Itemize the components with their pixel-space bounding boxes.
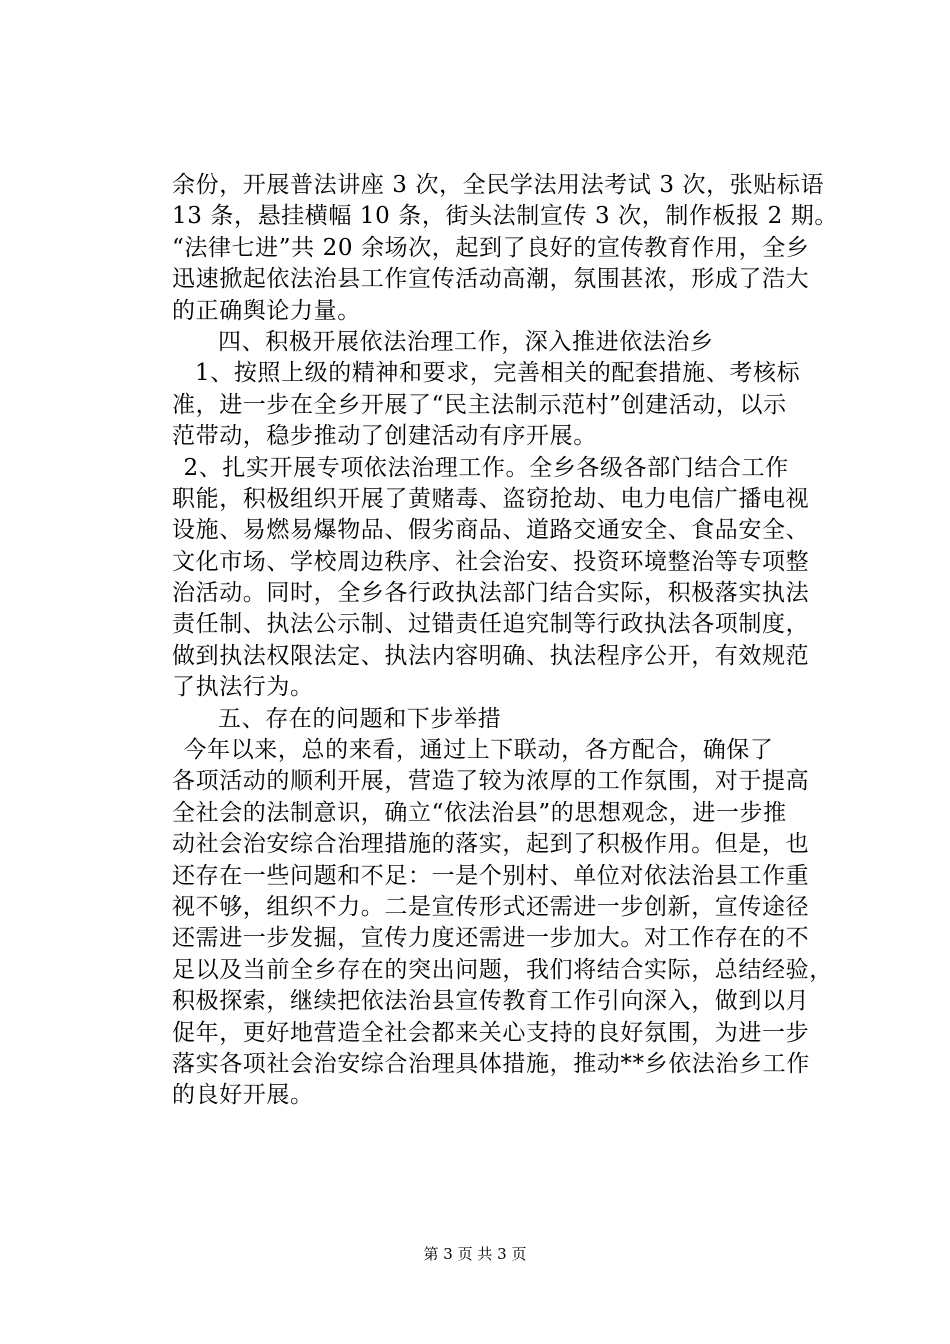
text-line: 动社会治安综合治理措施的落实，起到了积极作用。但是，也 [172, 831, 810, 858]
text-line: 1、按照上级的精神和要求，完善相关的配套措施、考核标 [195, 360, 801, 387]
text-line: 足以及当前全乡存在的突出问题，我们将结合实际，总结经验， [172, 956, 833, 983]
text-line: 准，进一步在全乡开展了“民主法制示范村”创建活动，以示 [172, 391, 787, 418]
section-heading: 五、存在的问题和下步举措 [218, 705, 502, 732]
text-line: 设施、易燃易爆物品、假劣商品、道路交通安全、食品安全、 [172, 517, 810, 544]
document-body [172, 170, 862, 1112]
text-line: 今年以来，总的来看，通过上下联动，各方配合，确保了 [183, 737, 774, 764]
text-line: 治活动。同时，全乡各行政执法部门结合实际，积极落实执法 [172, 580, 810, 607]
text-line: 范带动，稳步推动了创建活动有序开展。 [172, 423, 597, 450]
text-line: 全社会的法制意识，确立“依法治县”的思想观念，进一步推 [172, 799, 787, 826]
text-line: 职能，积极组织开展了黄赌毒、盗窃抢劫、电力电信广播电视 [172, 485, 810, 512]
text-line: “法律七进”共 20 余场次，起到了良好的宣传教育作用，全乡 [172, 234, 810, 261]
text-line: 13 条，悬挂横幅 10 条，街头法制宣传 3 次，制作板报 2 期。 [172, 203, 838, 230]
section-heading: 四、积极开展依法治理工作，深入推进依法治乡 [218, 328, 714, 355]
text-line: 落实各项社会治安综合治理具体措施，推动**乡依法治乡工作 [172, 1050, 810, 1077]
text-line: 迅速掀起依法治县工作宣传活动高潮，氛围甚浓，形成了浩大 [172, 266, 810, 293]
text-line: 还存在一些问题和不足：一是个别村、单位对依法治县工作重 [172, 862, 810, 889]
text-line: 的正确舆论力量。 [172, 297, 361, 324]
page-number-footer: 第 3 页 共 3 页 [423, 1245, 527, 1263]
text-line: 还需进一步发掘，宣传力度还需进一步加大。对工作存在的不 [172, 925, 810, 952]
text-line: 责任制、执法公示制、过错责任追究制等行政执法各项制度， [172, 611, 810, 638]
text-line: 积极探索，继续把依法治县宣传教育工作引向深入，做到以月 [172, 988, 810, 1015]
text-line: 做到执法权限法定、执法内容明确、执法程序公开，有效规范 [172, 642, 810, 669]
text-line: 视不够，组织不力。二是宣传形式还需进一步创新，宣传途径 [172, 893, 810, 920]
text-line: 了执法行为。 [172, 674, 314, 701]
text-line: 文化市场、学校周边秩序、社会治安、投资环境整治等专项整 [172, 548, 810, 575]
text-line: 促年，更好地营造全社会都来关心支持的良好氛围，为进一步 [172, 1019, 810, 1046]
text-line: 2、扎实开展专项依法治理工作。全乡各级各部门结合工作 [183, 454, 789, 481]
text-line: 余份，开展普法讲座 3 次，全民学法用法考试 3 次，张贴标语 [172, 172, 825, 198]
text-line: 各项活动的顺利开展，营造了较为浓厚的工作氛围，对于提高 [172, 768, 810, 795]
text-line: 的良好开展。 [172, 1082, 314, 1109]
